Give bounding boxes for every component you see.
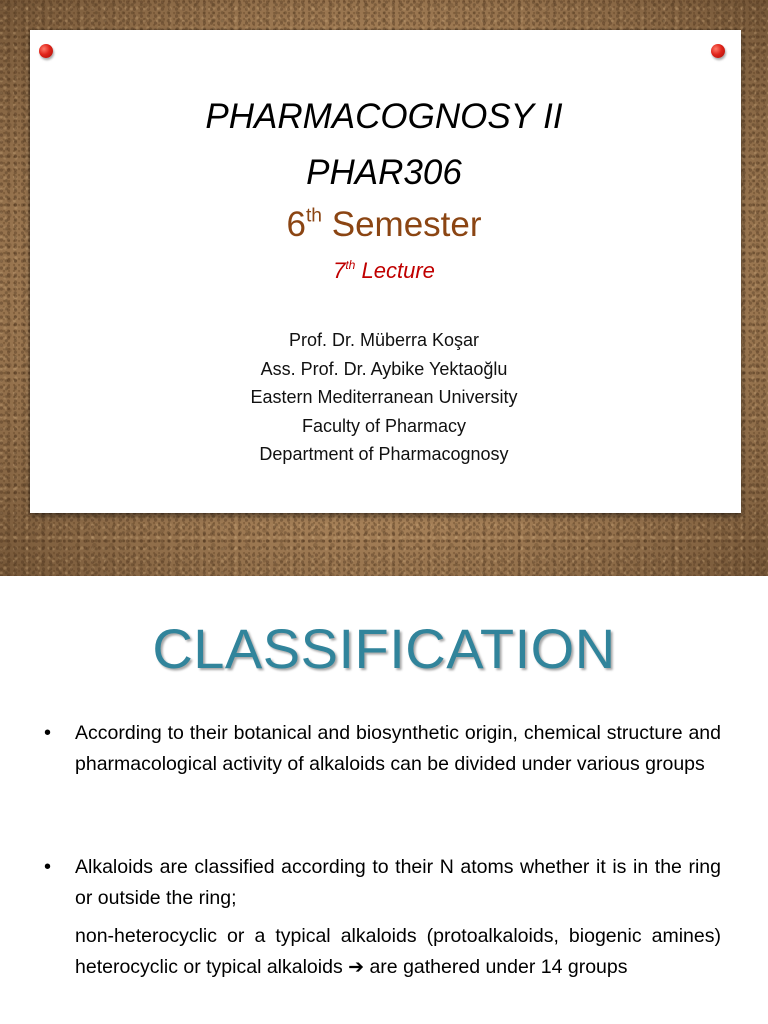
sub-text-before: non-heterocyclic or a typical alkaloids (protoalkaloids, biogenic amines) heterocyclic or typical alkaloids <box>75 925 721 978</box>
classification-slide <box>0 576 768 1024</box>
credit-line: Prof. Dr. Müberra Koşar <box>288 330 480 350</box>
author-credits <box>0 326 768 469</box>
bullet-text-nitrogen: Alkaloids are classified according to their N atoms whether it is in the ring or outside the ring; <box>75 856 721 909</box>
pushpin-left-icon <box>39 44 53 58</box>
bullet-text-origin: According to their botanical and biosynthetic origin, chemical structure and pharmacological activity of alkaloids can be divided under various groups <box>75 722 721 775</box>
course-code: PHAR306 <box>306 153 462 192</box>
sub-paragraph <box>75 921 721 982</box>
bullet-icon: • <box>44 856 52 878</box>
semester-label <box>0 204 768 246</box>
right-arrow-icon: ➔ <box>348 955 365 978</box>
credit-line: Faculty of Pharmacy <box>301 415 467 436</box>
lecture-word: Lecture <box>361 258 435 283</box>
credit-line: Ass. Prof. Dr. Aybike Yektaoğlu <box>260 358 508 379</box>
slide-heading: CLASSIFICATION <box>152 617 616 680</box>
lecture-suffix: th <box>345 257 356 272</box>
semester-word: Semester <box>331 205 482 244</box>
sub-text-after: are gathered under 14 groups <box>364 955 628 978</box>
lecture-number: 7 <box>333 258 346 283</box>
credit-line: Department of Pharmacognosy <box>259 444 509 464</box>
semester-suffix: th <box>305 205 322 227</box>
bullet-icon: • <box>44 722 52 744</box>
credit-line: Eastern Mediterranean University <box>250 387 518 407</box>
lecture-label <box>0 256 768 286</box>
semester-number: 6 <box>286 205 306 244</box>
course-title: PHARMACOGNOSY II <box>205 97 563 136</box>
pushpin-right-icon <box>711 44 725 58</box>
